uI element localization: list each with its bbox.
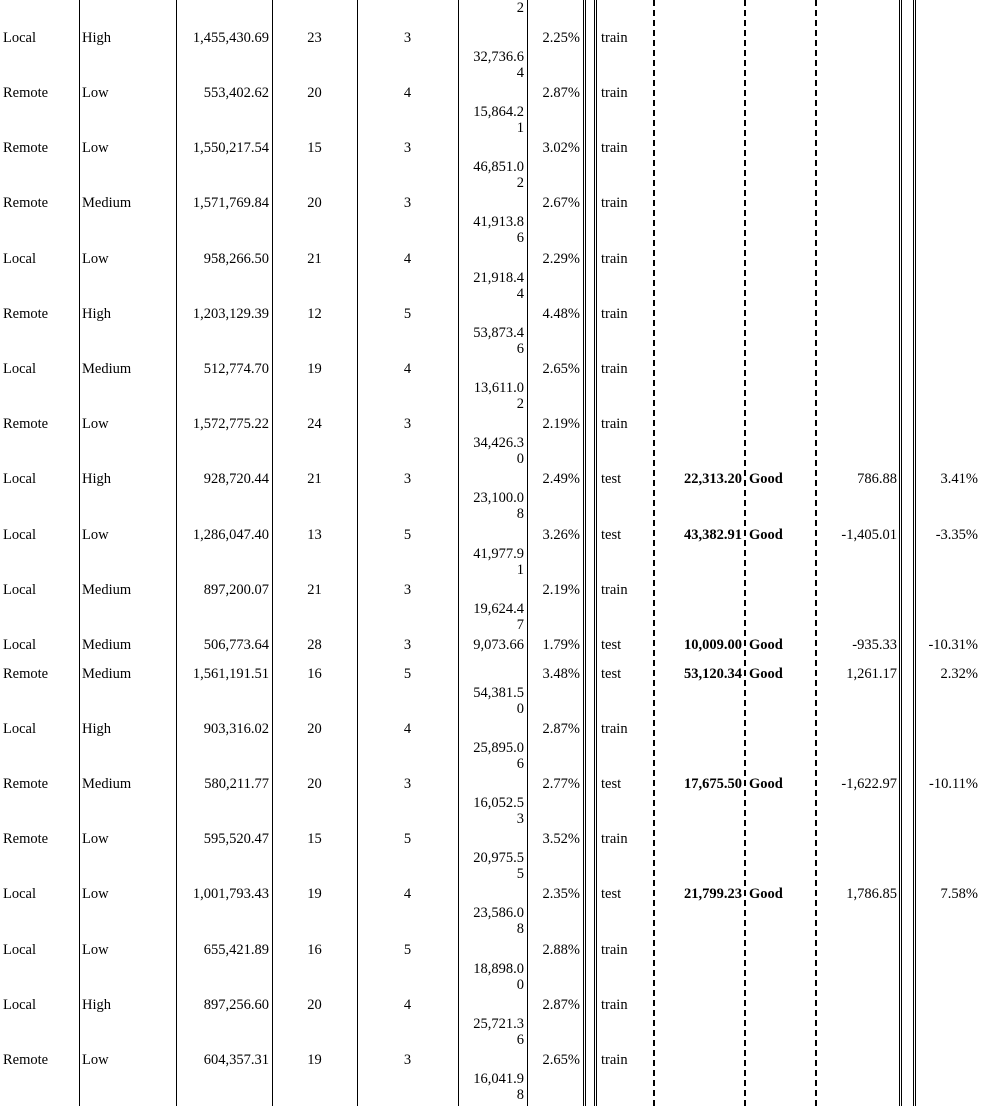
cell-value-continuation: 5: [516, 866, 524, 882]
cell-value-continuation: 8: [516, 506, 524, 522]
cell-count: 20: [307, 85, 322, 101]
cell-level: Low: [82, 85, 109, 101]
cell-predicted: [656, 30, 742, 46]
cell-value: 53,873.4: [473, 325, 524, 341]
cell-difference-percent: 7.58%: [940, 886, 978, 902]
cell-difference: [818, 195, 897, 211]
cell-difference: [818, 30, 897, 46]
table-row: [0, 527, 983, 543]
cell-location: Local: [3, 886, 37, 902]
cell-difference: -935.33: [852, 637, 897, 653]
cell-amount: 604,357.31: [203, 1052, 269, 1068]
cell-rating: 3: [403, 776, 412, 792]
table-row: [0, 831, 983, 847]
cell-amount: 928,720.44: [203, 471, 269, 487]
cell-predicted: 17,675.50: [684, 776, 742, 792]
cell-location: Remote: [3, 776, 49, 792]
cell-difference-percent: [916, 582, 978, 598]
cell-value-continuation: 1: [516, 562, 524, 578]
cell-value-continuation: 0: [516, 701, 524, 717]
cell-grade: [749, 30, 813, 46]
cell-level: Low: [82, 1052, 109, 1068]
cell-grade: [749, 140, 813, 156]
cell-value-continuation: 8: [516, 921, 524, 937]
cell-difference-percent: [916, 942, 978, 958]
cell-count: 28: [307, 637, 322, 653]
cell-amount: 897,256.60: [203, 997, 269, 1013]
cell-amount: 1,203,129.39: [192, 306, 269, 322]
cell-rating: 3: [403, 140, 412, 156]
column-divider: [79, 0, 80, 1106]
cell-level: High: [82, 306, 111, 322]
cell-predicted: [656, 997, 742, 1013]
table-row: [0, 416, 983, 432]
cell-level: High: [82, 30, 111, 46]
cell-value: 21,918.4: [473, 270, 524, 286]
cell-split: test: [601, 886, 622, 902]
cell-level: High: [82, 471, 111, 487]
cell-amount: 1,571,769.84: [192, 195, 269, 211]
cell-grade: Good: [749, 471, 783, 487]
column-divider-double: [913, 0, 916, 1106]
cell-predicted: [656, 306, 742, 322]
cell-percent: 3.02%: [542, 140, 580, 156]
cell-rating: 5: [403, 306, 412, 322]
table-row: [0, 666, 983, 682]
cell-count: 21: [307, 582, 322, 598]
cell-rating: 3: [403, 582, 412, 598]
cell-location: Local: [3, 582, 37, 598]
cell-amount: 506,773.64: [203, 637, 269, 653]
cell-difference: [818, 251, 897, 267]
cell-value: 32,736.6: [473, 49, 524, 65]
cell-percent: 2.88%: [542, 942, 580, 958]
table-row: [0, 776, 983, 792]
cell-location: Remote: [3, 666, 49, 682]
cell-difference: -1,405.01: [841, 527, 897, 543]
cell-grade: [749, 416, 813, 432]
table-row: [0, 306, 983, 322]
cell-difference: [818, 997, 897, 1013]
cell-split: test: [601, 666, 622, 682]
cell-grade: [749, 306, 813, 322]
cell-count: 20: [307, 721, 322, 737]
cell-difference: [818, 942, 897, 958]
cell-level: Medium: [82, 361, 132, 377]
cell-rating: 4: [403, 997, 412, 1013]
cell-amount: 1,561,191.51: [192, 666, 269, 682]
cell-rating: 5: [403, 666, 412, 682]
cell-count: 16: [307, 666, 322, 682]
cell-difference-percent: [916, 361, 978, 377]
cell-location: Remote: [3, 85, 49, 101]
cell-value: 41,977.9: [473, 546, 524, 562]
cell-split: test: [601, 527, 622, 543]
cell-value: 23,100.0: [473, 490, 524, 506]
cell-percent: 2.77%: [542, 776, 580, 792]
cell-grade: Good: [749, 776, 783, 792]
cell-count: 20: [307, 195, 322, 211]
cell-amount: 958,266.50: [203, 251, 269, 267]
cell-level: Medium: [82, 582, 132, 598]
cell-split: train: [601, 85, 628, 101]
cell-value: 34,426.3: [473, 435, 524, 451]
cell-grade: Good: [749, 527, 783, 543]
cell-location: Remote: [3, 1052, 49, 1068]
cell-rating: 5: [403, 831, 412, 847]
cell-predicted: 43,382.91: [684, 527, 742, 543]
cell-difference: [818, 1052, 897, 1068]
cell-location: Local: [3, 30, 37, 46]
cell-predicted: 22,313.20: [684, 471, 742, 487]
column-divider-dashed: [815, 0, 817, 1106]
cell-difference: [818, 306, 897, 322]
cell-location: Local: [3, 721, 37, 737]
column-divider: [272, 0, 273, 1106]
cell-split: train: [601, 30, 628, 46]
cell-location: Local: [3, 637, 37, 653]
cell-difference: 1,261.17: [846, 666, 897, 682]
cell-location: Remote: [3, 831, 49, 847]
cell-grade: Good: [749, 886, 783, 902]
cell-predicted: [656, 85, 742, 101]
cell-count: 15: [307, 831, 322, 847]
cell-value-fragment: 2: [516, 0, 524, 16]
cell-count: 20: [307, 997, 322, 1013]
cell-rating: 3: [403, 30, 412, 46]
cell-difference-percent: [916, 997, 978, 1013]
cell-level: Low: [82, 527, 109, 543]
cell-count: 19: [307, 886, 322, 902]
cell-value: 13,611.0: [473, 380, 524, 396]
cell-difference-percent: [916, 30, 978, 46]
cell-count: 13: [307, 527, 322, 543]
cell-split: train: [601, 416, 628, 432]
table-row: [0, 85, 983, 101]
cell-level: Low: [82, 140, 109, 156]
cell-difference-percent: [916, 140, 978, 156]
cell-amount: 580,211.77: [204, 776, 269, 792]
cell-percent: 2.35%: [542, 886, 580, 902]
cell-level: Low: [82, 942, 109, 958]
cell-level: High: [82, 721, 111, 737]
cell-value-continuation: 2: [516, 396, 524, 412]
table-row: [0, 582, 983, 598]
cell-difference-percent: 3.41%: [940, 471, 978, 487]
cell-split: train: [601, 361, 628, 377]
table-row: [0, 1052, 983, 1068]
cell-rating: 4: [403, 721, 412, 737]
cell-percent: 2.87%: [542, 85, 580, 101]
cell-location: Remote: [3, 416, 49, 432]
column-divider-dashed: [653, 0, 655, 1106]
cell-amount: 1,550,217.54: [192, 140, 269, 156]
cell-split: train: [601, 997, 628, 1013]
cell-value: 23,586.0: [473, 905, 524, 921]
cell-location: Remote: [3, 195, 49, 211]
column-divider-double: [899, 0, 902, 1106]
table-row: [0, 721, 983, 737]
cell-amount: 553,402.62: [203, 85, 269, 101]
table-row: [0, 997, 983, 1013]
cell-location: Local: [3, 471, 37, 487]
cell-rating: 3: [403, 471, 412, 487]
cell-level: Medium: [82, 776, 132, 792]
cell-grade: [749, 1052, 813, 1068]
cell-level: Low: [82, 886, 109, 902]
cell-percent: 2.65%: [542, 361, 580, 377]
cell-difference-percent: -10.31%: [928, 637, 978, 653]
table-row: [0, 140, 983, 156]
cell-grade: [749, 582, 813, 598]
cell-location: Local: [3, 527, 37, 543]
column-divider-double: [594, 0, 597, 1106]
cell-amount: 897,200.07: [203, 582, 269, 598]
cell-difference: [818, 140, 897, 156]
cell-grade: [749, 85, 813, 101]
cell-level: Medium: [82, 666, 132, 682]
cell-value: 25,895.0: [473, 740, 524, 756]
cell-rating: 4: [403, 251, 412, 267]
cell-predicted: [656, 251, 742, 267]
cell-difference: [818, 85, 897, 101]
cell-value: 41,913.8: [473, 214, 524, 230]
cell-percent: 2.19%: [542, 416, 580, 432]
cell-count: 19: [307, 361, 322, 377]
cell-value-continuation: 2: [516, 175, 524, 191]
cell-grade: [749, 251, 813, 267]
cell-amount: 1,572,775.22: [192, 416, 269, 432]
cell-value-continuation: 6: [516, 1032, 524, 1048]
cell-value: 20,975.5: [473, 850, 524, 866]
cell-difference-percent: [916, 251, 978, 267]
cell-amount: 1,286,047.40: [192, 527, 269, 543]
cell-predicted: [656, 831, 742, 847]
cell-percent: 2.65%: [542, 1052, 580, 1068]
cell-predicted: 21,799.23: [684, 886, 742, 902]
cell-grade: Good: [749, 666, 783, 682]
cell-split: train: [601, 721, 628, 737]
cell-value-continuation: 8: [516, 1087, 524, 1103]
cell-value: 19,624.4: [473, 601, 524, 617]
cell-location: Remote: [3, 306, 49, 322]
cell-difference-percent: -3.35%: [935, 527, 978, 543]
cell-amount: 1,001,793.43: [192, 886, 269, 902]
cell-value-continuation: 4: [516, 65, 524, 81]
cell-count: 16: [307, 942, 322, 958]
cell-percent: 2.25%: [542, 30, 580, 46]
cell-grade: [749, 195, 813, 211]
cell-difference: -1,622.97: [841, 776, 897, 792]
cell-difference-percent: [916, 721, 978, 737]
cell-split: train: [601, 195, 628, 211]
cell-level: Low: [82, 416, 109, 432]
cell-value: 16,052.5: [473, 795, 524, 811]
cell-predicted: [656, 416, 742, 432]
cell-percent: 2.87%: [542, 721, 580, 737]
cell-value: 16,041.9: [473, 1071, 524, 1087]
column-divider: [176, 0, 177, 1106]
cell-count: 20: [307, 776, 322, 792]
cell-difference: [818, 721, 897, 737]
cell-percent: 2.19%: [542, 582, 580, 598]
cell-difference: 1,786.85: [846, 886, 897, 902]
cell-amount: 1,455,430.69: [192, 30, 269, 46]
cell-split: test: [601, 471, 622, 487]
table-row: [0, 361, 983, 377]
cell-rating: 4: [403, 85, 412, 101]
cell-location: Local: [3, 942, 37, 958]
cell-rating: 4: [403, 361, 412, 377]
cell-difference: [818, 416, 897, 432]
cell-difference-percent: [916, 85, 978, 101]
cell-location: Local: [3, 997, 37, 1013]
column-divider: [357, 0, 358, 1106]
cell-predicted: [656, 1052, 742, 1068]
cell-count: 12: [307, 306, 322, 322]
cell-level: Medium: [82, 637, 132, 653]
cell-difference: [818, 582, 897, 598]
table-row: [0, 471, 983, 487]
cell-difference-percent: [916, 306, 978, 322]
cell-predicted: 10,009.00: [684, 637, 742, 653]
table-row: [0, 30, 983, 46]
cell-value-continuation: 6: [516, 341, 524, 357]
cell-value: 9,073.66: [473, 637, 524, 653]
cell-count: 15: [307, 140, 322, 156]
cell-value-continuation: 6: [516, 756, 524, 772]
cell-split: train: [601, 251, 628, 267]
cell-amount: 595,520.47: [203, 831, 269, 847]
cell-split: test: [601, 776, 622, 792]
cell-difference: 786.88: [857, 471, 897, 487]
cell-predicted: [656, 942, 742, 958]
cell-percent: 4.48%: [542, 306, 580, 322]
column-divider-double: [583, 0, 586, 1106]
cell-rating: 5: [403, 527, 412, 543]
cell-count: 23: [307, 30, 322, 46]
cell-location: Remote: [3, 140, 49, 156]
cell-difference-percent: 2.32%: [940, 666, 978, 682]
cell-grade: Good: [749, 637, 783, 653]
cell-amount: 903,316.02: [203, 721, 269, 737]
cell-split: train: [601, 831, 628, 847]
cell-predicted: 53,120.34: [684, 666, 742, 682]
cell-grade: [749, 721, 813, 737]
cell-difference-percent: [916, 416, 978, 432]
table-row: [0, 942, 983, 958]
cell-rating: 3: [403, 416, 412, 432]
cell-predicted: [656, 140, 742, 156]
cell-difference: [818, 831, 897, 847]
cell-rating: 5: [403, 942, 412, 958]
cell-level: Low: [82, 251, 109, 267]
cell-location: Local: [3, 361, 37, 377]
cell-difference: [818, 361, 897, 377]
cell-predicted: [656, 361, 742, 377]
cell-value-continuation: 0: [516, 977, 524, 993]
cell-value: 15,864.2: [473, 104, 524, 120]
cell-value-continuation: 3: [516, 811, 524, 827]
cell-count: 21: [307, 471, 322, 487]
cell-rating: 3: [403, 637, 412, 653]
column-divider: [458, 0, 459, 1106]
cell-location: Local: [3, 251, 37, 267]
cell-count: 21: [307, 251, 322, 267]
cell-rating: 3: [403, 195, 412, 211]
cell-predicted: [656, 582, 742, 598]
cell-value: 46,851.0: [473, 159, 524, 175]
cell-count: 19: [307, 1052, 322, 1068]
cell-percent: 2.49%: [542, 471, 580, 487]
cell-difference-percent: [916, 195, 978, 211]
cell-split: train: [601, 942, 628, 958]
cell-split: train: [601, 1052, 628, 1068]
cell-value-continuation: 1: [516, 120, 524, 136]
cell-split: train: [601, 140, 628, 156]
cell-value-continuation: 6: [516, 230, 524, 246]
cell-value: 54,381.5: [473, 685, 524, 701]
cell-count: 24: [307, 416, 322, 432]
cell-value: 25,721.3: [473, 1016, 524, 1032]
cell-percent: 3.48%: [542, 666, 580, 682]
cell-split: train: [601, 306, 628, 322]
cell-percent: 3.52%: [542, 831, 580, 847]
cell-level: Medium: [82, 195, 132, 211]
cell-rating: 4: [403, 886, 412, 902]
cell-value-continuation: 4: [516, 286, 524, 302]
cell-split: test: [601, 637, 622, 653]
cell-percent: 2.67%: [542, 195, 580, 211]
table-row: [0, 251, 983, 267]
cell-difference-percent: [916, 1052, 978, 1068]
cell-value: 18,898.0: [473, 961, 524, 977]
cell-grade: [749, 997, 813, 1013]
cell-level: Low: [82, 831, 109, 847]
cell-predicted: [656, 721, 742, 737]
table-row: [0, 886, 983, 902]
cell-percent: 2.87%: [542, 997, 580, 1013]
cell-grade: [749, 361, 813, 377]
cell-percent: 3.26%: [542, 527, 580, 543]
cell-percent: 2.29%: [542, 251, 580, 267]
column-divider-dashed: [744, 0, 746, 1106]
cell-percent: 1.79%: [542, 637, 580, 653]
cell-difference-percent: -10.11%: [929, 776, 978, 792]
cell-grade: [749, 942, 813, 958]
cell-split: train: [601, 582, 628, 598]
table-row: [0, 195, 983, 211]
cell-rating: 3: [403, 1052, 412, 1068]
cell-value-continuation: 7: [516, 617, 524, 633]
column-divider: [527, 0, 528, 1106]
cell-value-continuation: 0: [516, 451, 524, 467]
cell-grade: [749, 831, 813, 847]
cell-predicted: [656, 195, 742, 211]
cell-amount: 655,421.89: [203, 942, 269, 958]
cell-difference-percent: [916, 831, 978, 847]
cell-amount: 512,774.70: [203, 361, 269, 377]
cell-level: High: [82, 997, 111, 1013]
